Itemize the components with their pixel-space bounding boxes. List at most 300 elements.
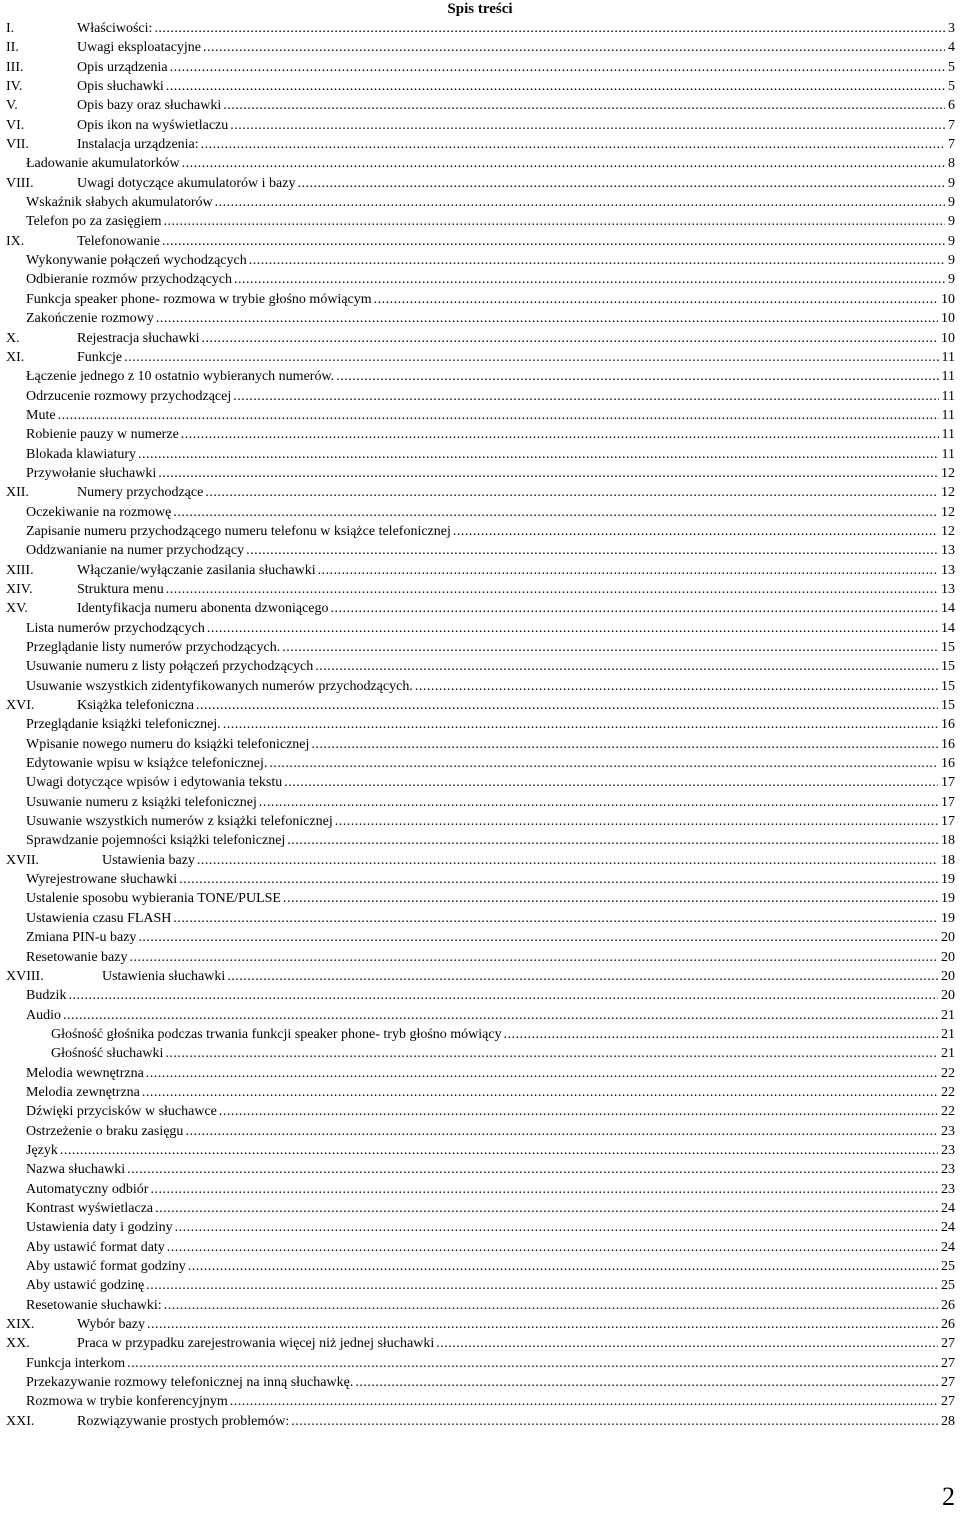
toc-entry[interactable] bbox=[6, 541, 955, 560]
toc-entry[interactable] bbox=[6, 135, 955, 154]
toc-entry[interactable] bbox=[6, 19, 955, 38]
toc-entry[interactable] bbox=[6, 1044, 955, 1063]
toc-entry-title: Przekazywanie rozmowy telefonicznej na inną słuchawkę. bbox=[26, 1375, 354, 1391]
dot-leader bbox=[315, 657, 938, 676]
dot-leader bbox=[234, 270, 945, 289]
toc-entry-page: 6 bbox=[948, 98, 955, 114]
toc-entry-title: Usuwanie wszystkich zidentyfikowanych numerów przychodzących. bbox=[26, 678, 413, 694]
toc-entry[interactable] bbox=[6, 309, 955, 328]
toc-entry-title: Sprawdzanie pojemności książki telefonicznej bbox=[26, 833, 286, 849]
dot-leader bbox=[167, 1238, 938, 1257]
toc-entry[interactable] bbox=[6, 599, 955, 618]
dot-leader bbox=[58, 406, 939, 425]
toc-entry-page: 18 bbox=[941, 833, 955, 849]
toc-entry-page: 12 bbox=[941, 504, 955, 520]
toc-entry-page: 27 bbox=[941, 1355, 955, 1371]
toc-entry-number: I. bbox=[6, 21, 15, 36]
toc-entry-page: 23 bbox=[941, 1123, 955, 1139]
dot-leader bbox=[335, 812, 938, 831]
toc-entry-page: 18 bbox=[941, 852, 955, 868]
toc-entry-page: 13 bbox=[941, 543, 955, 559]
toc-entry[interactable] bbox=[6, 1238, 955, 1257]
toc-entry[interactable] bbox=[6, 1199, 955, 1218]
toc-entry-title: Numery przychodzące bbox=[77, 485, 204, 501]
toc-entry-title: Edytowanie wpisu w książce telefonicznej. bbox=[26, 756, 268, 772]
toc-entry-title: Rozwiązywanie prostych problemów: bbox=[77, 1413, 290, 1429]
toc-entry-title: Oczekiwanie na rozmowę bbox=[26, 504, 172, 520]
dot-leader bbox=[147, 1315, 938, 1334]
dot-leader bbox=[318, 561, 938, 580]
toc-entry-title: Wskaźnik słabych akumulatorów bbox=[26, 195, 213, 211]
toc-entry[interactable] bbox=[6, 96, 955, 115]
toc-entry[interactable] bbox=[6, 1412, 955, 1431]
dot-leader bbox=[146, 1064, 938, 1083]
toc-entry-page: 15 bbox=[941, 659, 955, 675]
toc-entry-number: X. bbox=[6, 330, 20, 346]
toc-entry[interactable] bbox=[6, 367, 955, 386]
toc-entry-title: Opis ikon na wyświetlaczu bbox=[77, 117, 229, 133]
toc-entry-title: Włączanie/wyłączanie zasilania słuchawki bbox=[77, 562, 316, 578]
toc-entry-title: Telefonowanie bbox=[77, 233, 160, 249]
toc-entry[interactable] bbox=[6, 638, 955, 657]
toc-entry-number: VIII. bbox=[6, 175, 34, 191]
toc-entry[interactable] bbox=[6, 1141, 955, 1160]
toc-entry-page: 22 bbox=[941, 1104, 955, 1120]
toc-entry-page: 26 bbox=[941, 1317, 955, 1333]
toc-entry-number: XX. bbox=[6, 1336, 30, 1352]
toc-entry-page: 7 bbox=[948, 117, 955, 133]
toc-entry[interactable] bbox=[6, 1160, 955, 1179]
toc-entry[interactable] bbox=[6, 561, 955, 580]
toc-entry[interactable] bbox=[6, 870, 955, 889]
toc-entry-title: Łączenie jednego z 10 ostatnio wybieranych numerów. bbox=[26, 369, 335, 385]
toc-entry-title: Przeglądanie książki telefonicznej. bbox=[26, 717, 221, 733]
toc-entry-page: 20 bbox=[941, 930, 955, 946]
toc-entry-title: Wybór bazy bbox=[77, 1317, 145, 1333]
toc-entry-title: Audio bbox=[26, 1007, 61, 1023]
toc-entry-page: 16 bbox=[941, 756, 955, 772]
toc-entry-title: Zakończenie rozmowy bbox=[26, 311, 154, 327]
toc-entry-page: 7 bbox=[948, 137, 955, 153]
toc-entry[interactable] bbox=[6, 715, 955, 734]
toc-entry-title: Mute bbox=[26, 407, 56, 423]
toc-entry[interactable] bbox=[6, 1257, 955, 1276]
toc-entry-title: Lista numerów przychodzących bbox=[26, 620, 205, 636]
toc-entry-title: Przywołanie słuchawki bbox=[26, 465, 157, 481]
dot-leader bbox=[336, 367, 938, 386]
toc-entry-page: 17 bbox=[941, 794, 955, 810]
toc-entry[interactable] bbox=[6, 251, 955, 270]
toc-entry-page: 11 bbox=[941, 349, 955, 365]
toc-entry-title: Dźwięki przycisków w słuchawce bbox=[26, 1104, 217, 1120]
toc-entry[interactable] bbox=[6, 387, 955, 406]
toc-entry-page: 19 bbox=[941, 872, 955, 888]
toc-entry-title: Identyfikacja numeru abonenta dzwoniącego bbox=[77, 601, 329, 617]
dot-leader bbox=[207, 619, 938, 638]
toc-entry[interactable] bbox=[6, 909, 955, 928]
toc-entry-page: 9 bbox=[948, 253, 955, 269]
toc-entry-number: VII. bbox=[6, 137, 29, 153]
dot-leader bbox=[230, 1392, 938, 1411]
toc-entry[interactable] bbox=[6, 812, 955, 831]
toc-entry[interactable] bbox=[6, 1025, 955, 1044]
toc-entry-title: Ustawienia bazy bbox=[102, 852, 195, 868]
dot-leader bbox=[282, 638, 938, 657]
toc-entry-title: Wyrejestrowane słuchawki bbox=[26, 872, 178, 888]
toc-entry[interactable] bbox=[6, 154, 955, 173]
toc-entry[interactable] bbox=[6, 38, 955, 57]
toc-entry-page: 17 bbox=[941, 775, 955, 791]
toc-entry-title: Ładowanie akumulatorków bbox=[26, 156, 180, 172]
dot-leader bbox=[284, 773, 938, 792]
dot-leader bbox=[155, 1199, 938, 1218]
toc-entry[interactable] bbox=[6, 58, 955, 77]
toc-entry-number: XV. bbox=[6, 601, 28, 617]
dot-leader bbox=[156, 309, 938, 328]
toc-entry[interactable] bbox=[6, 1122, 955, 1141]
toc-entry-page: 13 bbox=[941, 581, 955, 597]
toc-entry-title: Ustalenie sposobu wybierania TONE/PULSE bbox=[26, 891, 281, 907]
toc-entry[interactable] bbox=[6, 1180, 955, 1199]
dot-leader bbox=[246, 541, 938, 560]
toc-entry-page: 19 bbox=[941, 910, 955, 926]
toc-entry-page: 11 bbox=[941, 388, 955, 404]
dot-leader bbox=[205, 483, 938, 502]
dot-leader bbox=[355, 1373, 938, 1392]
toc-entry-title: Język bbox=[26, 1142, 58, 1158]
toc-entry-page: 23 bbox=[941, 1142, 955, 1158]
dot-leader bbox=[201, 329, 938, 348]
dot-leader bbox=[127, 1160, 938, 1179]
toc-entry-page: 21 bbox=[941, 1026, 955, 1042]
dot-leader bbox=[170, 58, 945, 77]
toc-entry-page: 21 bbox=[941, 1046, 955, 1062]
toc-entry[interactable] bbox=[6, 232, 955, 251]
toc-entry-number: XXI. bbox=[6, 1413, 35, 1429]
toc-entry-title: Aby ustawić godzinę bbox=[26, 1278, 145, 1294]
dot-leader bbox=[269, 754, 938, 773]
toc-entry[interactable] bbox=[6, 851, 955, 870]
toc-entry-page: 27 bbox=[941, 1394, 955, 1410]
toc-entry[interactable] bbox=[6, 425, 955, 444]
toc-entry-page: 3 bbox=[948, 21, 955, 36]
toc-entry-title: Struktura menu bbox=[77, 581, 164, 597]
page-title: Spis treści bbox=[447, 1, 513, 17]
toc-entry-page: 11 bbox=[941, 369, 955, 385]
dot-leader bbox=[283, 889, 938, 908]
dot-leader bbox=[227, 967, 938, 986]
toc-entry-title: Resetowanie słuchawki: bbox=[26, 1297, 162, 1313]
dot-leader bbox=[196, 696, 938, 715]
toc-entry-page: 11 bbox=[941, 427, 955, 443]
page-number: 2 bbox=[942, 1482, 955, 1511]
dot-leader bbox=[175, 1218, 938, 1237]
toc-entry-page: 5 bbox=[948, 59, 955, 75]
toc-entry[interactable] bbox=[6, 580, 955, 599]
dot-leader bbox=[166, 77, 945, 96]
toc-entry-page: 24 bbox=[941, 1200, 955, 1216]
dot-leader bbox=[165, 1044, 938, 1063]
dot-leader bbox=[215, 193, 945, 212]
dot-leader bbox=[504, 1025, 938, 1044]
dot-leader bbox=[297, 174, 945, 193]
toc-entry[interactable] bbox=[6, 1315, 955, 1334]
dot-leader bbox=[188, 1257, 938, 1276]
toc-entry[interactable] bbox=[6, 522, 955, 541]
toc-entry[interactable] bbox=[6, 793, 955, 812]
toc-entry-page: 28 bbox=[941, 1413, 955, 1429]
toc-entry[interactable] bbox=[6, 116, 955, 135]
toc-entry[interactable] bbox=[6, 831, 955, 850]
toc-entry-title: Odbieranie rozmów przychodzących bbox=[26, 272, 233, 288]
toc-entry-page: 22 bbox=[941, 1065, 955, 1081]
dot-leader bbox=[291, 1412, 938, 1431]
toc-entry-page: 10 bbox=[941, 311, 955, 327]
toc-entry-title: Melodia wewnętrzna bbox=[26, 1065, 144, 1081]
toc-entry[interactable] bbox=[6, 212, 955, 231]
toc-entry-page: 21 bbox=[941, 1007, 955, 1023]
toc-entry[interactable] bbox=[6, 677, 955, 696]
toc-entry-title: Rozmowa w trybie konferencyjnym bbox=[26, 1394, 228, 1410]
toc-entry-title: Przeglądanie listy numerów przychodzących. bbox=[26, 640, 281, 655]
dot-leader bbox=[233, 387, 938, 406]
toc-entry-title: Nazwa słuchawki bbox=[26, 1162, 126, 1178]
dot-leader bbox=[287, 831, 938, 850]
toc-entry-number: VI. bbox=[6, 117, 25, 133]
dot-leader bbox=[142, 1083, 938, 1102]
toc-entry[interactable] bbox=[6, 329, 955, 348]
toc-entry[interactable] bbox=[6, 1083, 955, 1102]
dot-leader bbox=[127, 1354, 938, 1373]
toc-entry-title: Głośność głośnika podczas trwania funkcji speaker phone- tryb głośno mówiący bbox=[51, 1026, 502, 1042]
toc-entry-page: 16 bbox=[941, 717, 955, 733]
toc-entry-page: 15 bbox=[941, 698, 955, 714]
toc-entry-number: XVI. bbox=[6, 698, 35, 714]
toc-entry[interactable] bbox=[6, 406, 955, 425]
toc-entry-title: Odrzucenie rozmowy przychodzącej bbox=[26, 388, 232, 404]
toc-entry-page: 26 bbox=[941, 1297, 955, 1313]
toc-entry-page: 9 bbox=[948, 272, 955, 288]
toc-entry-page: 13 bbox=[941, 562, 955, 578]
dot-leader bbox=[201, 135, 945, 154]
toc-entry[interactable] bbox=[6, 1354, 955, 1373]
toc-entry[interactable] bbox=[6, 928, 955, 947]
dot-leader bbox=[223, 96, 945, 115]
toc-entry[interactable] bbox=[6, 754, 955, 773]
toc-entry-page: 16 bbox=[941, 736, 955, 752]
toc-entry[interactable] bbox=[6, 1276, 955, 1295]
dot-leader bbox=[436, 1334, 938, 1353]
toc-entry-title: Kontrast wyświetlacza bbox=[26, 1200, 154, 1216]
toc-entry-page: 22 bbox=[941, 1084, 955, 1100]
dot-leader bbox=[146, 1276, 938, 1295]
toc-entry-number: V. bbox=[6, 98, 18, 114]
toc-entry[interactable] bbox=[6, 503, 955, 522]
toc-entry-page: 17 bbox=[941, 814, 955, 830]
dot-leader bbox=[173, 909, 938, 928]
dot-leader bbox=[249, 251, 945, 270]
toc-entry[interactable] bbox=[6, 77, 955, 96]
dot-leader bbox=[181, 425, 939, 444]
toc-entry-title: Głośność słuchawki bbox=[51, 1046, 164, 1062]
dot-leader bbox=[166, 580, 938, 599]
table-of-contents bbox=[6, 19, 955, 1431]
toc-entry-title: Telefon po za zasięgiem bbox=[26, 214, 162, 230]
toc-entry-title: Ustawienia daty i godziny bbox=[26, 1220, 173, 1236]
toc-entry-title: Robienie pauzy w numerze bbox=[26, 427, 179, 443]
dot-leader bbox=[219, 1102, 938, 1121]
toc-entry[interactable] bbox=[6, 1006, 955, 1025]
toc-entry-page: 11 bbox=[941, 446, 955, 462]
dot-leader bbox=[158, 464, 938, 483]
dot-leader bbox=[230, 116, 945, 135]
dot-leader bbox=[162, 232, 945, 251]
toc-entry-title: Opis bazy oraz słuchawki bbox=[77, 98, 222, 114]
toc-entry-page: 12 bbox=[941, 523, 955, 539]
toc-entry-title: Rejestracja słuchawki bbox=[77, 330, 200, 346]
toc-entry[interactable] bbox=[6, 889, 955, 908]
dot-leader bbox=[223, 715, 938, 734]
toc-entry[interactable] bbox=[6, 1064, 955, 1083]
toc-entry-title: Melodia zewnętrzna bbox=[26, 1084, 140, 1100]
toc-entry[interactable] bbox=[6, 348, 955, 367]
toc-entry-number: XVII. bbox=[6, 852, 40, 868]
toc-entry-page: 23 bbox=[941, 1162, 955, 1178]
toc-entry[interactable] bbox=[6, 735, 955, 754]
toc-entry[interactable] bbox=[6, 464, 955, 483]
toc-entry-number: XIX. bbox=[6, 1317, 35, 1333]
toc-entry[interactable] bbox=[6, 1392, 955, 1411]
dot-leader bbox=[197, 851, 938, 870]
dot-leader bbox=[60, 1141, 938, 1160]
toc-entry-title: Właściwości: bbox=[77, 21, 153, 36]
toc-entry[interactable] bbox=[6, 1218, 955, 1237]
toc-entry-title: Usuwanie wszystkich numerów z książki telefonicznej bbox=[26, 814, 333, 830]
toc-entry-title: Praca w przypadku zarejestrowania więcej niż jednej słuchawki bbox=[77, 1336, 435, 1352]
dot-leader bbox=[154, 19, 945, 38]
toc-entry[interactable] bbox=[6, 1296, 955, 1315]
toc-entry[interactable] bbox=[6, 445, 955, 464]
toc-entry-page: 4 bbox=[948, 40, 955, 56]
dot-leader bbox=[415, 677, 938, 696]
toc-entry-title: Ustawienia czasu FLASH bbox=[26, 910, 172, 926]
toc-entry-page: 14 bbox=[941, 601, 955, 617]
dot-leader bbox=[203, 38, 945, 57]
toc-entry-number: XII. bbox=[6, 485, 29, 501]
toc-entry-title: Funkcje bbox=[77, 349, 123, 365]
toc-entry-number: XIII. bbox=[6, 562, 34, 578]
toc-entry-title: Usuwanie numeru z listy połączeń przychodzących bbox=[26, 659, 314, 675]
toc-entry-page: 20 bbox=[941, 968, 955, 984]
toc-entry-number: IX. bbox=[6, 233, 25, 249]
toc-entry[interactable] bbox=[6, 657, 955, 676]
toc-entry-title: Resetowanie bazy bbox=[26, 949, 128, 965]
toc-entry-title: Aby ustawić format daty bbox=[26, 1239, 165, 1255]
dot-leader bbox=[138, 445, 938, 464]
toc-entry-title: Wpisanie nowego numeru do książki telefonicznej bbox=[26, 736, 310, 752]
toc-entry[interactable] bbox=[6, 1334, 955, 1353]
toc-entry-number: III. bbox=[6, 59, 24, 75]
dot-leader bbox=[374, 290, 938, 309]
toc-entry-page: 12 bbox=[941, 485, 955, 501]
dot-leader bbox=[331, 599, 938, 618]
toc-entry[interactable] bbox=[6, 696, 955, 715]
dot-leader bbox=[179, 870, 938, 889]
toc-entry-title: Blokada klawiatury bbox=[26, 446, 137, 462]
toc-entry[interactable] bbox=[6, 193, 955, 212]
toc-entry-page: 15 bbox=[941, 640, 955, 655]
toc-entry[interactable] bbox=[6, 948, 955, 967]
toc-entry-page: 5 bbox=[948, 79, 955, 95]
toc-entry[interactable] bbox=[6, 773, 955, 792]
toc-entry-title: Zapisanie numeru przychodzącego numeru telefonu w książce telefonicznej bbox=[26, 523, 451, 539]
toc-entry-title: Aby ustawić format godziny bbox=[26, 1259, 186, 1274]
toc-entry-page: 10 bbox=[941, 330, 955, 346]
toc-entry-page: 9 bbox=[948, 175, 955, 191]
toc-entry[interactable] bbox=[6, 986, 955, 1005]
toc-entry[interactable] bbox=[6, 270, 955, 289]
toc-entry-page: 25 bbox=[941, 1278, 955, 1294]
toc-entry-title: Opis słuchawki bbox=[77, 79, 164, 95]
toc-entry-page: 24 bbox=[941, 1239, 955, 1255]
toc-entry-page: 20 bbox=[941, 949, 955, 965]
dot-leader bbox=[182, 154, 945, 173]
toc-entry-page: 27 bbox=[941, 1336, 955, 1352]
toc-entry-number: XI. bbox=[6, 349, 25, 365]
dot-leader bbox=[453, 522, 938, 541]
toc-entry-number: XVIII. bbox=[6, 968, 44, 984]
toc-entry-page: 9 bbox=[948, 214, 955, 230]
toc-entry-title: Funkcja interkom bbox=[26, 1355, 126, 1371]
toc-entry-title: Ostrzeżenie o braku zasięgu bbox=[26, 1123, 184, 1139]
toc-entry[interactable] bbox=[6, 290, 955, 309]
toc-entry-page: 19 bbox=[941, 891, 955, 907]
dot-leader bbox=[173, 503, 938, 522]
dot-leader bbox=[164, 1296, 938, 1315]
dot-leader bbox=[150, 1180, 938, 1199]
dot-leader bbox=[163, 212, 945, 231]
dot-leader bbox=[63, 1006, 938, 1025]
toc-entry-title: Budzik bbox=[26, 988, 67, 1004]
toc-entry-title: Ustawienia słuchawki bbox=[102, 968, 226, 984]
toc-entry-page: 9 bbox=[948, 195, 955, 211]
toc-entry-page: 14 bbox=[941, 620, 955, 636]
toc-entry[interactable] bbox=[6, 1102, 955, 1121]
toc-entry-page: 25 bbox=[941, 1259, 955, 1274]
toc-entry[interactable] bbox=[6, 967, 955, 986]
dot-leader bbox=[185, 1122, 938, 1141]
toc-entry-number: II. bbox=[6, 40, 19, 56]
toc-entry-page: 24 bbox=[941, 1220, 955, 1236]
toc-entry-title: Książka telefoniczna bbox=[77, 698, 194, 714]
toc-entry[interactable] bbox=[6, 483, 955, 502]
toc-entry-page: 20 bbox=[941, 988, 955, 1004]
dot-leader bbox=[259, 793, 938, 812]
toc-entry-page: 23 bbox=[941, 1181, 955, 1197]
toc-entry-title: Zmiana PIN-u bazy bbox=[26, 930, 137, 946]
toc-entry-page: 15 bbox=[941, 678, 955, 694]
toc-entry-title: Uwagi eksploatacyjne bbox=[77, 40, 202, 56]
toc-entry-title: Funkcja speaker phone- rozmowa w trybie głośno mówiącym bbox=[26, 291, 372, 307]
toc-entry-title: Opis urządzenia bbox=[77, 59, 168, 75]
toc-entry-page: 9 bbox=[948, 233, 955, 249]
dot-leader bbox=[138, 928, 938, 947]
dot-leader bbox=[311, 735, 938, 754]
toc-entry-title: Usuwanie numeru z książki telefonicznej bbox=[26, 794, 257, 810]
toc-entry[interactable] bbox=[6, 174, 955, 193]
toc-entry[interactable] bbox=[6, 1373, 955, 1392]
toc-entry[interactable] bbox=[6, 619, 955, 638]
